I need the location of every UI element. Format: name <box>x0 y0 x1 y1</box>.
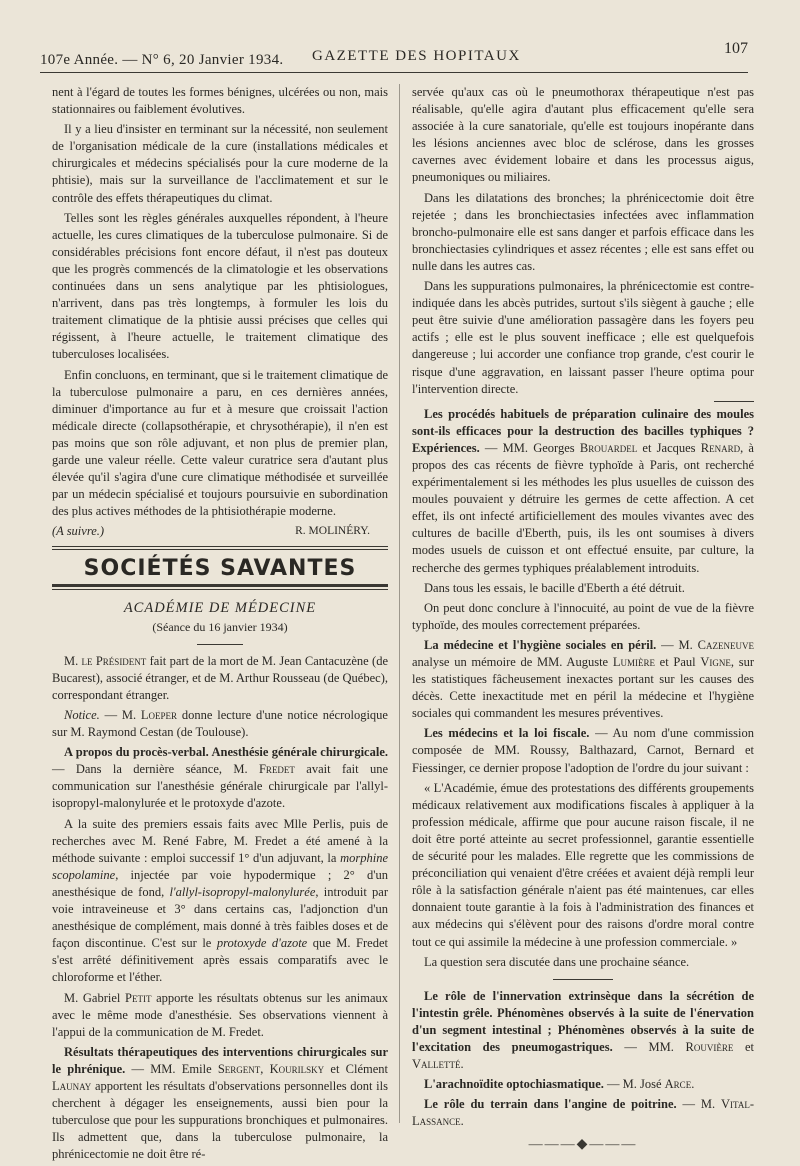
section-rule-thick <box>52 584 388 587</box>
column-divider <box>399 84 400 1123</box>
right-column <box>412 84 754 1154</box>
journal-title: GAZETTE DES HOPITAUX <box>312 48 521 64</box>
author-name: R. MOLINÉRY. <box>295 525 370 538</box>
article-paragraph: nent à l'égard de toutes les formes bénignes, ulcérées ou non, mais stationnaires ou faiblement évolutives. <box>52 85 388 117</box>
article-paragraph: Dans les dilatations des bronches; la phrénicectomie doit être rejetée ; dans les bronchiectasies infectées avec inflammation broncho-pulmonaire elle est sans danger et parfois efficace dans les bronchiectasies cylindriques et assez récentes ; elle est sans effet ou nulle dans les autres cas. <box>412 190 754 273</box>
article-signature <box>52 523 388 540</box>
report-hygiene: La médecine et l'hygiène sociales en péril. — M. Cazeneuve analyse un mémoire de MM. Auguste Lumière et Paul Vigne, sur les statistiques fâcheusement inexactes portant sur les causes des décès. Cette inexactitude met en péril la médecine et l'hygiène sociales qui commandent les mesures préventives. <box>412 637 754 721</box>
article-paragraph: Dans tous les essais, le bacille d'Eberth a été détruit. <box>424 580 685 595</box>
issue-info: 107e Année. — N° 6, 20 Janvier 1934. <box>40 52 284 68</box>
session-date: (Séance du 16 janvier 1934) <box>152 619 288 634</box>
article-paragraph: Telles sont les règles générales auxquelles répondent, à l'heure actuelle, les cures climatiques de la tuberculose pulmonaire. Si de considérables précisions font encore défaut, il n'est pas douteux que les progrès commencés de la climatologie et les observations continuées dans un sens analytique par les phtisiologues, n'arrivent, dans pas très longtemps, à formuler les lois du traitement climatique de la phtisie aussi précises que celles qui régissent, à l'heure actuelle, le traitement climatique des tuberculoses localisées. <box>52 210 388 362</box>
to-follow-note: (A suivre.) <box>52 524 105 539</box>
article-paragraph: La question sera discutée dans une prochaine séance. <box>424 954 690 969</box>
section-rule-thin <box>52 589 388 590</box>
report-moules: Les procédés habituels de préparation culinaire des moules sont-ils efficaces pour la destruction des bacilles typhiques ? Expériences. — MM. Georges Brouardel et Jacques Renard, à propos des cas récents de fièvre typhoïde à Paris, ont recherché expérimentalement si les méthodes les plus usuelles de cuisson des moules pouvaient y détruire les germes de cette affection. A cet effet, ils ont infecté artificiellement des moules vivantes avec des cultures de bacille d'Eberth, puis, ils les ont soumises à divers modes usuels de cuisson et ont effectué ensuite, par culture, la recherche des germes typhiques préalablement introduits. <box>412 406 754 575</box>
header-rule <box>40 72 748 73</box>
report-innervation: Le rôle de l'innervation extrinsèque dans la sécrétion de l'intestin grêle. Phénomènes observés à la suite de l'énervation d'un segment intestinal ; Phénomènes observés à la suite de l'excitation des pneumogastriques. — MM. Rouvière et Valletté. <box>412 988 755 1072</box>
end-ornament: ———◆——— <box>528 1137 638 1153</box>
left-column <box>52 84 388 1166</box>
article-paragraph: On peut donc conclure à l'innocuité, au point de vue de la fièvre typhoïde, des moules correctement préparées. <box>412 600 754 632</box>
article-paragraph: Dans les suppurations pulmonaires, la phrénicectomie est contre-indiquée dans les abcès putrides, surtout s'ils siègent à gauche ; elle peut être suivie d'une amélioration passagère dans les foyers peu actifs ; elle est le plus souvent inefficace ; elle est quelquefois dangereuse ; lui accorder une confiance trop grande, c'est courir le risque d'une aggravation, en laissant passer l'heure optima pour l'intervention directe. <box>412 279 754 396</box>
page-header <box>40 40 748 70</box>
page-number: 107 <box>724 40 748 57</box>
academy-resolution-quote: « L'Académie, émue des protestations des différents groupements médicaux relativement aux modifications fiscales à appliquer à la profession médicale, affirme que pour aucune raison fiscale, il ne doit être porté atteinte au secret professionnel, garantie essentielle de sécurité pour les malades. Elle regrette que les commissions de préconciliation qui venaient d'être créées et avaient déjà rempli leur rôle à la satisfaction générale n'aient pas été maintenues, car elles donnaient toute garantie à la fois à l'administration des finances et aux médecins qui s'élèvent pour des raisons d'ordre moral contre tout ce qui assimile la médecine à une profession commerciale. » <box>412 780 754 949</box>
article-paragraph: servée qu'aux cas où le pneumothorax thérapeutique n'est pas réalisable, qu'elle agira d'autant plus efficacement qu'elle sera associée à la cure sanatoriale, qu'elle est toujours inopérante dans les lésions anciennes avec bloc de sclérose, dans les grosses cavernes avec évidement lobaire et dans les processus aigus, pneumoniques ou miliaires. <box>412 85 754 185</box>
academy-heading: ACADÉMIE DE MÉDECINE <box>123 599 317 616</box>
report-president: M. le Président fait part de la mort de M. Jean Cantacuzène (de Bucarest), associé étranger, et de M. Arthur Rousseau (de Québec), correspondant étranger. <box>52 653 388 702</box>
report-angine: Le rôle du terrain dans l'angine de poitrine. — M. Vital-Lassance. <box>412 1097 754 1129</box>
report-proces-verbal: A propos du procès-verbal. Anesthésie générale chirurgicale. — Dans la dernière séance, M. Fredet avait fait une communication sur l'anesthésie générale chirurgicale par l'allyl-isopropyl-malonylurée et le protoxyde d'azote. <box>52 745 389 811</box>
paragraph-rule <box>714 401 754 402</box>
report-phrenique: Résultats thérapeutiques des interventions chirurgicales sur le phrénique. — MM. Emile Sergent, Kourilsky et Clément Launay apportent les résultats d'observations personnelles dont ils cherchent à dégager les enseignements, aussi bien pour la tuberculose que pour les suppurations bronchiques et pulmonaires. Ils admettent que, dans la tuberculose pulmonaire, la phrénicectomie ne doit être ré- <box>52 1044 389 1162</box>
section-title: SOCIÉTÉS SAVANTES <box>83 556 357 582</box>
report-fiscale: Les médecins et la loi fiscale. — Au nom d'une commission composée de MM. Roussy, Balthazard, Carnot, Bernard et Fiessinger, ce dernier propose l'adoption de l'ordre du jour suivant : <box>412 726 754 775</box>
article-paragraph: Il y a lieu d'insister en terminant sur la nécessité, non seulement de l'organisation médicale de la cure (installations médicales et chirurgicales et médecins spécialisés pour la cure moderne de la phtisie), mais sur la surveillance de l'acclimatement et sur le contrôle des effets thérapeutiques du climat. <box>52 122 388 205</box>
heading-rule <box>197 644 243 645</box>
section-rule <box>52 546 388 550</box>
report-arachnoidite: L'arachnoïdite optochiasmatique. — M. José Arce. <box>424 1077 695 1092</box>
paragraph-rule <box>553 979 613 980</box>
report-fredet-method: A la suite des premiers essais faits avec Mlle Perlis, puis de recherches avec M. René Fabre, M. Fredet a été amené à la méthode suivante : emploi successif 1° d'un adjuvant, la morphine scopolamine, injectée par voie hypodermique ; 2° d'un anesthésique de fond, l'allyl-isopropyl-malonylurée, introduit par voie intraveineuse et 3° dans certains cas, l'adjonction d'un anesthésique de complément, mais donné à très faibles doses et de façon discontinue. C'est sur le protoxyde d'azote que M. Fredet s'est arrêté définitivement après essais comparatifs avec le chloroforme et l'éther. <box>52 816 389 985</box>
report-petit: M. Gabriel Petit apporte les résultats obtenus sur les animaux avec le même mode d'anesthésie. Ses observations viennent à l'appui de la communication de M. Fredet. <box>52 990 388 1039</box>
article-paragraph: Enfin concluons, en terminant, que si le traitement climatique de la tuberculose pulmonaire a paru, en ces dernières années, diminuer d'importance au fur et à mesure que croissait l'action médicale directe (collapsothérapie, et chrysothérapie), il n'en est pas moins que son rôle adjuvant, et non plus de premier plan, garde une valeur réelle. Cette valeur curatrice sera d'autant plus élevée qu'il s'agira d'une cure climatique méthodisée et surveillée par un médecin spécialisé et toujours poursuivie en subordination des plus actives méthodes de la phtisiothérapie moderne. <box>52 367 388 519</box>
report-notice: Notice. — M. Loeper donne lecture d'une notice nécrologique sur M. Raymond Cestan (de Toulouse). <box>52 708 388 740</box>
